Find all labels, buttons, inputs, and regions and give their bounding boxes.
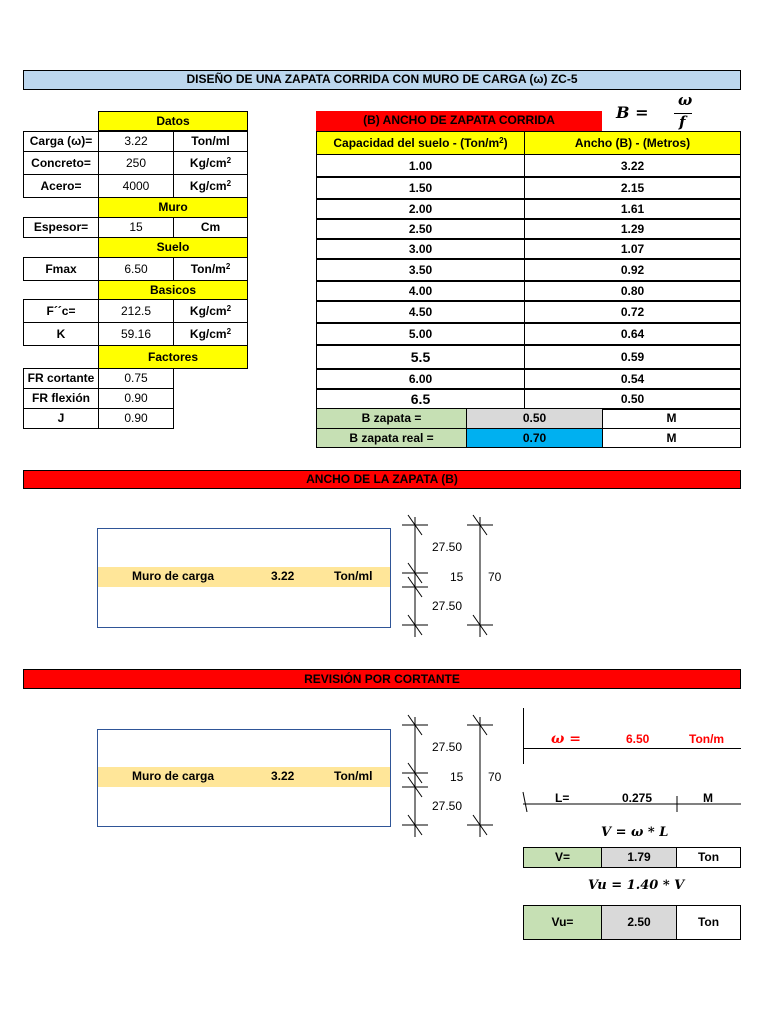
dim-bot: 27.50 — [432, 599, 463, 613]
ancho-cap-cell: 6.5 — [316, 388, 525, 410]
unit-sup: 2 — [225, 262, 231, 271]
L-unit: M — [703, 791, 713, 805]
ancho-cap-cell: 4.50 — [316, 300, 525, 324]
unit-text: Kg/cm — [189, 304, 227, 318]
col1-sup: 2 — [499, 136, 504, 145]
unit-text: Ton/ml — [191, 134, 230, 148]
muro-value: 3.22 — [271, 569, 295, 583]
b-zapata-unit: M — [602, 408, 741, 429]
datos-label: Carga (ω)= — [23, 131, 99, 152]
ancho-cap-cell: 1.50 — [316, 176, 525, 200]
datos-unit — [173, 131, 248, 152]
suelo-unit — [173, 257, 248, 281]
section-cortante-header: REVISIÓN POR CORTANTE — [23, 669, 741, 689]
b-real-unit: M — [602, 428, 741, 448]
basicos-value: 212.5 — [98, 299, 174, 323]
unit-sup: 2 — [226, 179, 232, 188]
datos-header: Datos — [98, 111, 248, 131]
ancho-cap-cell: 6.00 — [316, 368, 525, 390]
basicos-unit — [173, 299, 248, 323]
ancho-b-cell: 0.72 — [524, 300, 741, 324]
vu-value: 2.50 — [601, 905, 677, 940]
datos-unit — [173, 174, 248, 198]
b-real-label: B zapata real = — [316, 428, 467, 448]
ancho-cap-cell: 5.5 — [316, 344, 525, 370]
ancho-b-cell: 0.92 — [524, 258, 741, 282]
support-line — [523, 708, 524, 764]
omega-label: ω = — [551, 731, 581, 747]
page-title: DISEÑO DE UNA ZAPATA CORRIDA CON MURO DE CARGA (ω) ZC-5 — [23, 70, 741, 90]
L-label: L= — [555, 791, 570, 805]
factores-label: J — [23, 408, 99, 429]
dim-top: 27.50 — [432, 540, 463, 554]
ancho-cap-cell: 5.00 — [316, 322, 525, 346]
v-unit: Ton — [676, 847, 741, 868]
ancho-b-cell: 3.22 — [524, 154, 741, 178]
unit-sup: 2 — [226, 156, 232, 165]
factores-value: 0.75 — [98, 368, 174, 389]
basicos-label: K — [23, 322, 99, 346]
dim-bot: 27.50 — [432, 799, 463, 813]
col1-end: ) — [503, 136, 508, 150]
ancho-col1-header — [316, 131, 525, 155]
factores-value: 0.90 — [98, 388, 174, 409]
ancho-b-cell: 0.59 — [524, 344, 741, 370]
suelo-header: Suelo — [98, 237, 248, 258]
v-value: 1.79 — [601, 847, 677, 868]
muro-value: 3.22 — [271, 769, 295, 783]
ancho-formula — [616, 91, 706, 134]
unit-text: Kg/cm — [189, 327, 227, 341]
basicos-value: 59.16 — [98, 322, 174, 346]
formula-den: f — [679, 113, 686, 131]
section-ancho-header: ANCHO DE LA ZAPATA (B) — [23, 470, 741, 489]
ancho-b-cell: 0.80 — [524, 280, 741, 302]
v-label: V= — [523, 847, 602, 868]
formula-lhs: B = — [616, 103, 649, 122]
ancho-cap-cell: 4.00 — [316, 280, 525, 302]
vu-unit: Ton — [676, 905, 741, 940]
basicos-header: Basicos — [98, 280, 248, 300]
dim-total: 70 — [488, 770, 502, 784]
unit-text: Kg/cm — [189, 179, 227, 193]
dim-top: 27.50 — [432, 740, 463, 754]
load-line — [523, 748, 741, 749]
dim-total: 70 — [488, 570, 502, 584]
dim-mid: 15 — [450, 570, 464, 584]
ancho-b-cell: 0.54 — [524, 368, 741, 390]
datos-value: 250 — [98, 151, 174, 175]
formula-vu: Vu = 1.40 * V — [588, 878, 685, 893]
muro-label: Espesor= — [23, 217, 99, 238]
factores-label: FR flexión — [23, 388, 99, 409]
datos-label: Acero= — [23, 174, 99, 198]
ancho-cap-cell: 2.50 — [316, 218, 525, 240]
muro-label: Muro de carga — [132, 769, 215, 783]
factores-label: FR cortante — [23, 368, 99, 389]
ancho-b-cell: 0.64 — [524, 322, 741, 346]
muro-label: Muro de carga — [132, 569, 215, 583]
vu-label: Vu= — [523, 905, 602, 940]
basicos-label: F´´c= — [23, 299, 99, 323]
factores-header: Factores — [98, 345, 248, 369]
muro-unit: Ton/ml — [334, 769, 373, 783]
b-zapata-label: B zapata = — [316, 408, 467, 429]
ancho-cap-cell: 1.00 — [316, 154, 525, 178]
ancho-cap-cell: 3.00 — [316, 238, 525, 260]
datos-value: 4000 — [98, 174, 174, 198]
unit-text: Kg/cm — [189, 156, 227, 170]
ancho-b-cell: 1.61 — [524, 198, 741, 220]
basicos-unit — [173, 322, 248, 346]
b-real-value: 0.70 — [466, 428, 603, 448]
ancho-header: (B) ANCHO DE ZAPATA CORRIDA — [316, 111, 602, 131]
suelo-label: Fmax — [23, 257, 99, 281]
ancho-b-cell: 1.29 — [524, 218, 741, 240]
unit-sup: 2 — [226, 304, 232, 313]
unit-sup: 2 — [226, 327, 232, 336]
datos-label: Concreto= — [23, 151, 99, 175]
ancho-col2-header: Ancho (B) - (Metros) — [524, 131, 741, 155]
muro-unit: Cm — [173, 217, 248, 238]
unit-text: Ton/m — [190, 262, 226, 276]
muro-unit: Ton/ml — [334, 569, 373, 583]
ancho-cap-cell: 2.00 — [316, 198, 525, 220]
factores-value: 0.90 — [98, 408, 174, 429]
datos-value: 3.22 — [98, 131, 174, 152]
omega-unit: Ton/m — [689, 732, 725, 746]
ancho-b-cell: 0.50 — [524, 388, 741, 410]
ancho-cap-cell: 3.50 — [316, 258, 525, 282]
dim-mid: 15 — [450, 770, 464, 784]
muro-header: Muro — [98, 197, 248, 218]
L-value: 0.275 — [622, 791, 653, 805]
formula-num: ω — [678, 91, 693, 109]
b-zapata-value: 0.50 — [466, 408, 603, 429]
omega-value: 6.50 — [626, 732, 650, 746]
col1-text: Capacidad del suelo - (Ton/m — [333, 136, 500, 150]
ancho-b-cell: 2.15 — [524, 176, 741, 200]
suelo-value: 6.50 — [98, 257, 174, 281]
muro-value: 15 — [98, 217, 174, 238]
formula-v: V = ω * L — [601, 825, 669, 840]
datos-unit — [173, 151, 248, 175]
ancho-b-cell: 1.07 — [524, 238, 741, 260]
